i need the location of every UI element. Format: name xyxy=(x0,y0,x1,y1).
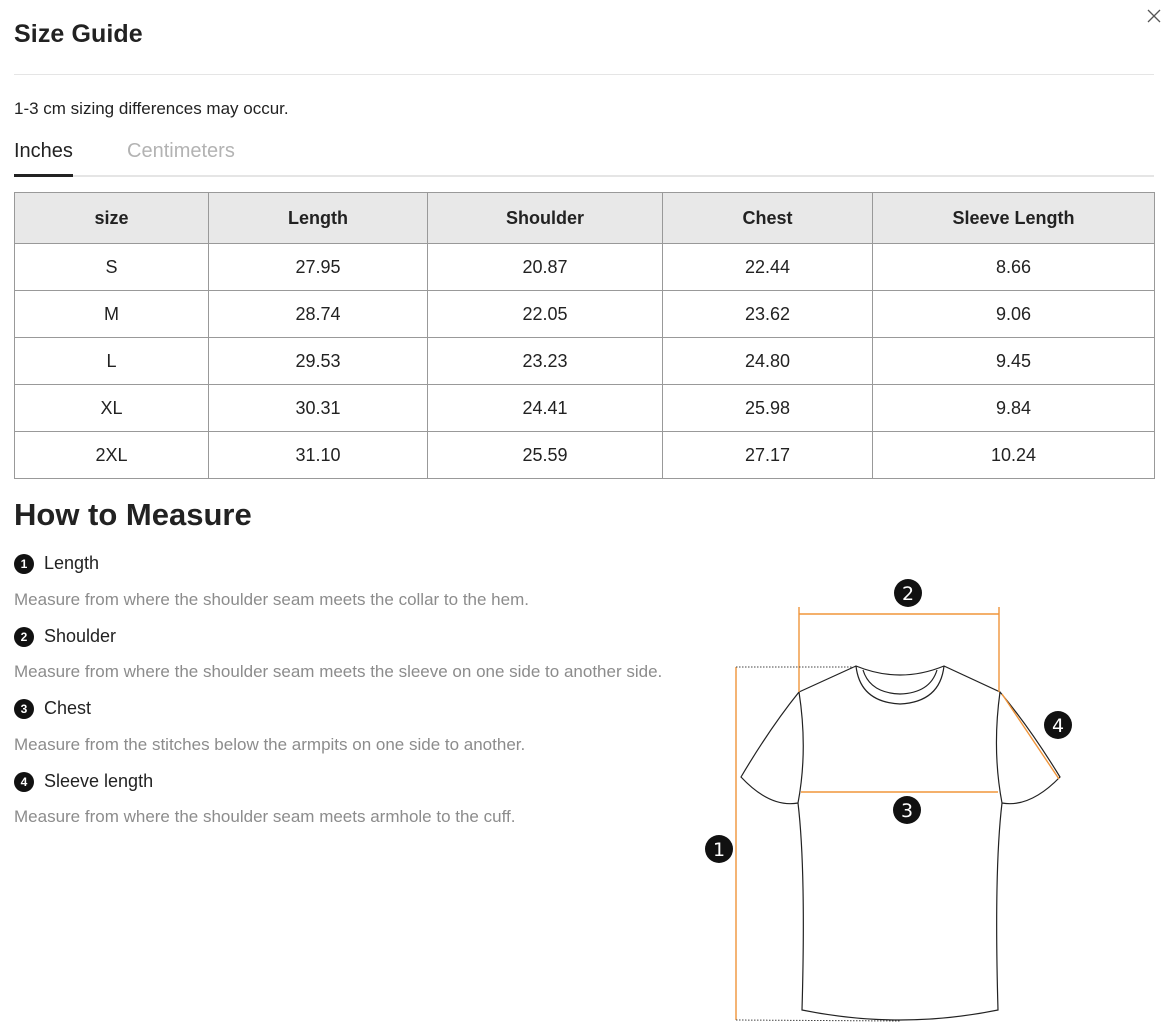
step-description: Measure from where the shoulder seam meets armhole to the cuff. xyxy=(14,807,516,826)
table-row xyxy=(15,338,1155,385)
table-row xyxy=(15,385,1155,432)
svg-text:4: 4 xyxy=(1051,715,1065,737)
sizing-note: 1-3 cm sizing differences may occur. xyxy=(14,99,289,118)
cell-sleeve-length: 8.66 xyxy=(873,244,1155,291)
how-to-measure-title: How to Measure xyxy=(14,497,252,532)
unit-tabs xyxy=(14,138,1154,177)
step-description: Measure from where the shoulder seam meets the sleeve on one side to another side. xyxy=(14,662,663,681)
marker-shoulder xyxy=(894,579,922,607)
measure-step-shoulder xyxy=(14,626,116,647)
step-number-badge: 2 xyxy=(14,627,34,647)
cell-sleeve-length: 10.24 xyxy=(873,432,1155,479)
cell-size: L xyxy=(15,338,209,385)
svg-text:1: 1 xyxy=(712,839,726,861)
cell-chest: 22.44 xyxy=(663,244,873,291)
cell-length: 31.10 xyxy=(209,432,428,479)
marker-length xyxy=(705,835,733,863)
step-label: Chest xyxy=(44,698,92,718)
modal-title: Size Guide xyxy=(14,20,143,48)
column-header-length: Length xyxy=(209,193,428,244)
measure-step-sleeve-length xyxy=(14,771,153,792)
column-header-size: size xyxy=(15,193,209,244)
cell-length: 27.95 xyxy=(209,244,428,291)
cell-size: M xyxy=(15,291,209,338)
cell-chest: 23.62 xyxy=(663,291,873,338)
step-label: Length xyxy=(44,553,100,573)
cell-chest: 25.98 xyxy=(663,385,873,432)
step-label: Sleeve length xyxy=(44,771,154,791)
marker-chest xyxy=(893,796,921,824)
cell-size: 2XL xyxy=(15,432,209,479)
table-row xyxy=(15,432,1155,479)
cell-chest: 24.80 xyxy=(663,338,873,385)
step-label: Shoulder xyxy=(44,626,117,646)
cell-size: S xyxy=(15,244,209,291)
tshirt-diagram xyxy=(700,570,1100,1026)
marker-sleeve-length xyxy=(1044,711,1072,739)
close-icon xyxy=(1147,9,1161,23)
cell-shoulder: 23.23 xyxy=(428,338,663,385)
column-header-shoulder: Shoulder xyxy=(428,193,663,244)
cell-length: 29.53 xyxy=(209,338,428,385)
cell-shoulder: 20.87 xyxy=(428,244,663,291)
cell-shoulder: 24.41 xyxy=(428,385,663,432)
column-header-chest: Chest xyxy=(663,193,873,244)
step-number-badge: 1 xyxy=(14,554,34,574)
cell-size: XL xyxy=(15,385,209,432)
cell-length: 28.74 xyxy=(209,291,428,338)
cell-chest: 27.17 xyxy=(663,432,873,479)
cell-shoulder: 22.05 xyxy=(428,291,663,338)
column-header-sleeve-length: Sleeve Length xyxy=(873,193,1155,244)
step-number-badge: 4 xyxy=(14,772,34,792)
cell-shoulder: 25.59 xyxy=(428,432,663,479)
svg-text:2: 2 xyxy=(901,583,915,605)
title-divider xyxy=(14,74,1154,75)
cell-sleeve-length: 9.45 xyxy=(873,338,1155,385)
table-header-row xyxy=(15,193,1155,244)
svg-text:3: 3 xyxy=(900,800,914,822)
guide-dotted-lines xyxy=(736,667,900,1021)
table-row xyxy=(15,291,1155,338)
step-description: Measure from the stitches below the armpits on one side to another. xyxy=(14,735,526,754)
cell-sleeve-length: 9.84 xyxy=(873,385,1155,432)
tshirt-outline xyxy=(741,666,1060,1020)
cell-sleeve-length: 9.06 xyxy=(873,291,1155,338)
size-table xyxy=(14,192,1155,479)
step-number-badge: 3 xyxy=(14,699,34,719)
tab-inches[interactable]: Inches xyxy=(14,138,73,175)
tab-centimeters[interactable]: Centimeters xyxy=(127,140,235,162)
step-description: Measure from where the shoulder seam meets the collar to the hem. xyxy=(14,590,529,609)
table-row xyxy=(15,244,1155,291)
measure-step-length xyxy=(14,553,99,574)
close-button[interactable] xyxy=(1144,6,1164,26)
cell-length: 30.31 xyxy=(209,385,428,432)
measure-step-chest xyxy=(14,698,91,719)
